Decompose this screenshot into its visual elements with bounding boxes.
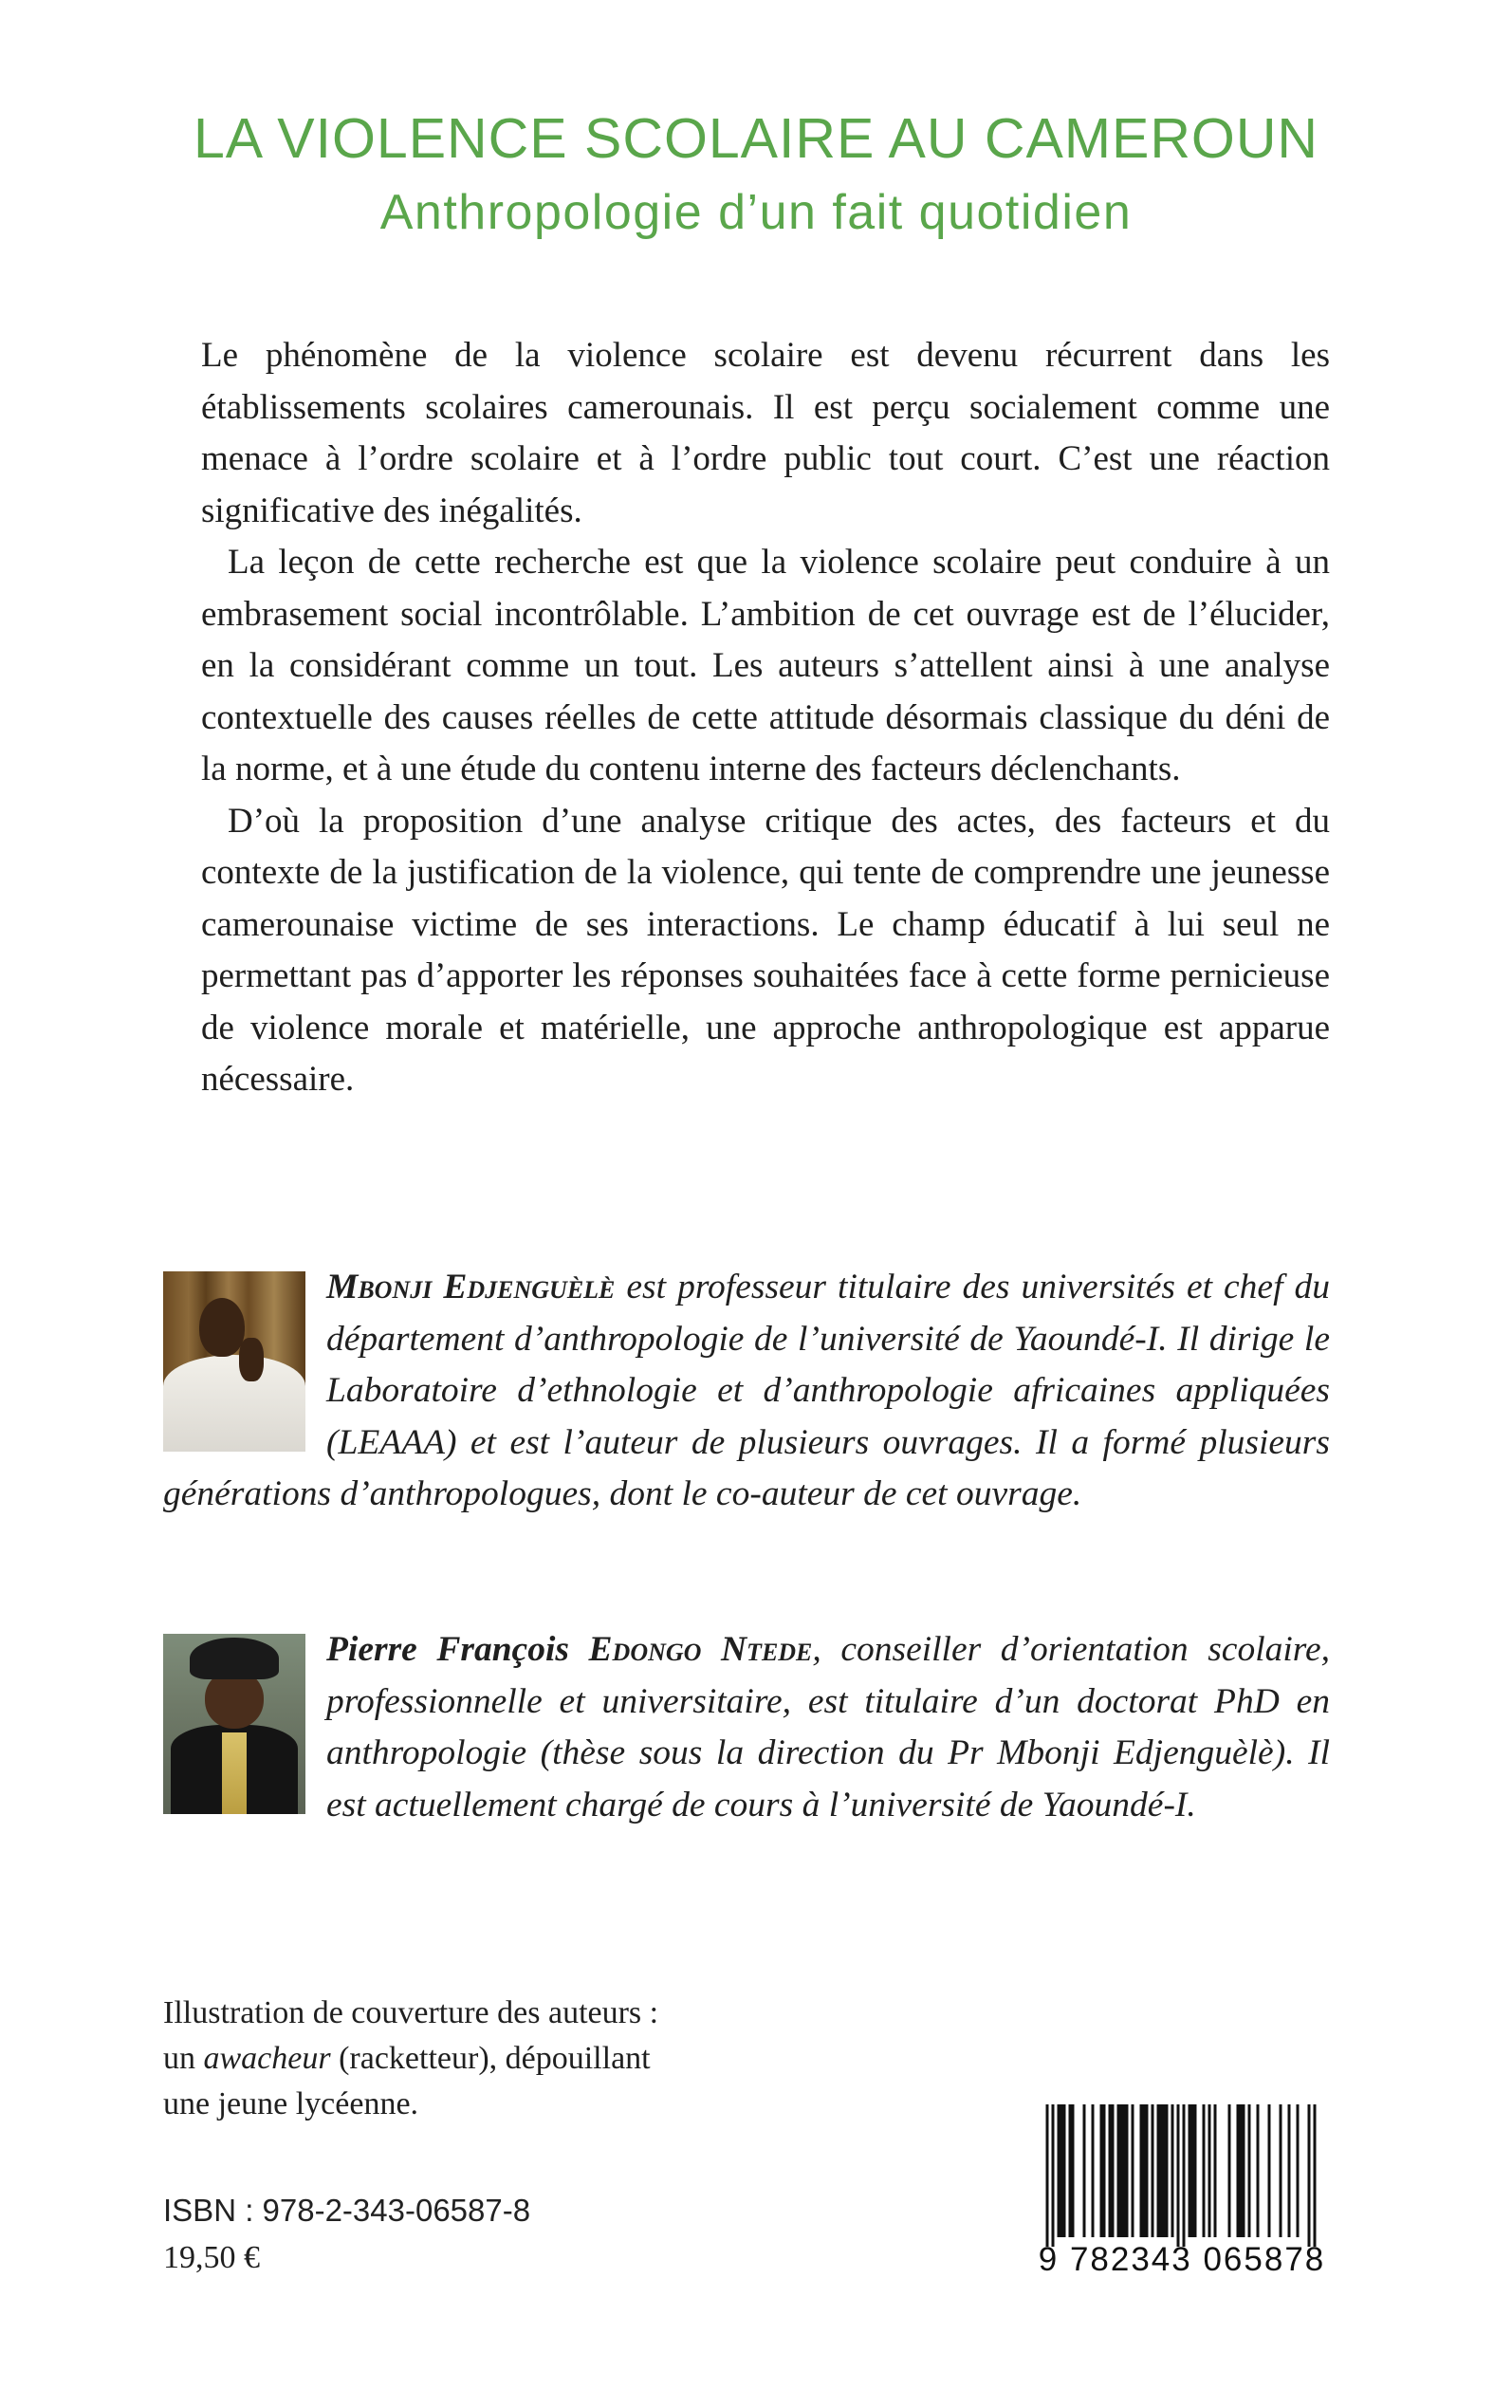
barcode-bar — [1163, 2104, 1166, 2237]
author-bio-2 — [163, 1624, 1330, 1831]
barcode-bar — [1123, 2104, 1126, 2237]
barcode-bar — [1191, 2104, 1194, 2237]
barcode-bar — [1240, 2104, 1243, 2237]
author-photo-2 — [163, 1634, 305, 1814]
author-bio-text-1: est professeur titulaire des universités et chef du département d’anthropologie de l’université de Yaoundé-I. Il dirige le Laboratoire d’ethnologie et d’anthropologie africaines appliquées (LEAAA) et est l’auteur de plusieurs ouvrages. Il a formé plusieurs générations d’anthropologues, dont le co-auteur de cet ouvrage. — [163, 1268, 1331, 1513]
barcode-bar — [1083, 2104, 1086, 2237]
barcode-bar — [1189, 2104, 1191, 2237]
illustration-term: awacheur — [203, 2041, 331, 2076]
barcode-bar — [1072, 2104, 1075, 2237]
barcode-bar — [1314, 2104, 1317, 2247]
author-bio-text-2: , conseiller d’orientation scolaire, professionnelle et universitaire, est titulaire d’un doctorat PhD en anthropologie (thèse sous la direction du Pr Mbonji Edjenguèlè). Il est actuellement chargé de cours à l’université de Yaoundé-I. — [326, 1630, 1331, 1825]
barcode-bar — [1194, 2104, 1197, 2237]
barcode-digits: 9 782343 065878 — [1038, 2241, 1326, 2278]
barcode-bar — [1140, 2104, 1143, 2237]
barcode-bar — [1243, 2104, 1245, 2237]
summary-paragraph-3: D’où la proposition d’une analyse critique des actes, des facteurs et du contexte de la justification de la violence, qui tente de comprendre une jeunesse camerounaise victime de ses interactions. Le champ éducatif à lui seul ne permettant pas d’apporter les réponses souhaitées face à cette forme pernicieuse de violence morale et matérielle, une approche anthropologique est apparue nécessaire. — [201, 801, 1330, 1099]
summary-text — [201, 330, 1330, 1106]
barcode-bar — [1103, 2104, 1106, 2237]
barcode-bar — [1297, 2104, 1300, 2237]
barcode-bar — [1166, 2104, 1169, 2237]
author-name-2-last: Edongo Ntede — [588, 1630, 813, 1669]
barcode-bar — [1160, 2104, 1163, 2237]
title-block — [0, 104, 1512, 247]
barcode-bar — [1152, 2104, 1154, 2237]
barcode-bar — [1203, 2104, 1206, 2237]
barcode-bar — [1280, 2104, 1282, 2237]
barcode-bar — [1208, 2104, 1211, 2237]
barcode-bar — [1171, 2104, 1174, 2237]
summary-paragraph-1: Le phénomène de la violence scolaire est devenu récurrent dans les établissements scolaires camerounais. Il est perçu socialement comme une menace à l’ordre scolaire et à l’ordre public tout court. C’est une réaction significative des inégalités. — [201, 336, 1330, 530]
barcode-bar — [1132, 2104, 1134, 2237]
author-name-2-first: Pierre François — [326, 1630, 589, 1669]
barcode-bar — [1058, 2104, 1060, 2237]
barcode-bar — [1228, 2104, 1231, 2237]
barcode-bar — [1112, 2104, 1115, 2237]
barcode-bar — [1288, 2104, 1291, 2237]
author-bio-1 — [163, 1262, 1330, 1521]
barcode-bar — [1146, 2104, 1149, 2237]
barcode-bar — [1046, 2104, 1049, 2247]
cover-illustration-credit — [163, 1991, 808, 2127]
barcode-bars — [1034, 2104, 1328, 2247]
barcode-bar — [1063, 2104, 1066, 2237]
barcode-bar — [1060, 2104, 1063, 2237]
barcode-bar — [1120, 2104, 1123, 2237]
barcode-bar — [1052, 2104, 1055, 2247]
barcode-bar — [1177, 2104, 1180, 2247]
barcode-bar — [1157, 2104, 1160, 2237]
author-photo-1 — [163, 1271, 305, 1452]
barcode-bar — [1143, 2104, 1146, 2237]
book-subtitle: Anthropologie d’un fait quotidien — [379, 185, 1133, 240]
illustration-line-2-end: (racketteur), dépouillant — [330, 2041, 651, 2076]
barcode-bar — [1109, 2104, 1112, 2237]
price: 19,50 € — [163, 2240, 260, 2275]
summary-paragraph-2: La leçon de cette recherche est que la violence scolaire peut conduire à un embrasement social incontrôlable. L’ambition de cet ouvrage est de l’élucider, en la considérant comme un tout. Les auteurs s’attellent ainsi à une analyse contextuelle des causes réelles de cette attitude désormais classique du déni de la norme, et à une étude du contenu interne des facteurs déclenchants. — [201, 543, 1330, 788]
barcode-bar — [1308, 2104, 1311, 2247]
isbn: ISBN : 978-2-343-06587-8 — [163, 2193, 531, 2228]
barcode-bar — [1117, 2104, 1120, 2237]
book-title: LA VIOLENCE SCOLAIRE AU CAMEROUN — [193, 107, 1319, 170]
barcode-bar — [1069, 2104, 1072, 2237]
illustration-line-2-start: un — [163, 2041, 204, 2076]
barcode-bar — [1237, 2104, 1240, 2237]
barcode-bar — [1100, 2104, 1103, 2237]
illustration-line-3: une jeune lycéenne. — [163, 2086, 419, 2121]
illustration-line-1: Illustration de couverture des auteurs : — [163, 1995, 659, 2030]
illustration-line-2 — [163, 2036, 808, 2082]
barcode-bar — [1183, 2104, 1186, 2247]
barcode-bar — [1214, 2104, 1217, 2237]
barcode-bar — [1268, 2104, 1271, 2237]
barcode-bar — [1257, 2104, 1260, 2237]
barcode-bar — [1126, 2104, 1129, 2237]
barcode-bar — [1248, 2104, 1251, 2237]
barcode-bar — [1092, 2104, 1095, 2237]
author-name-1: Mbonji Edjenguèlè — [326, 1268, 616, 1306]
